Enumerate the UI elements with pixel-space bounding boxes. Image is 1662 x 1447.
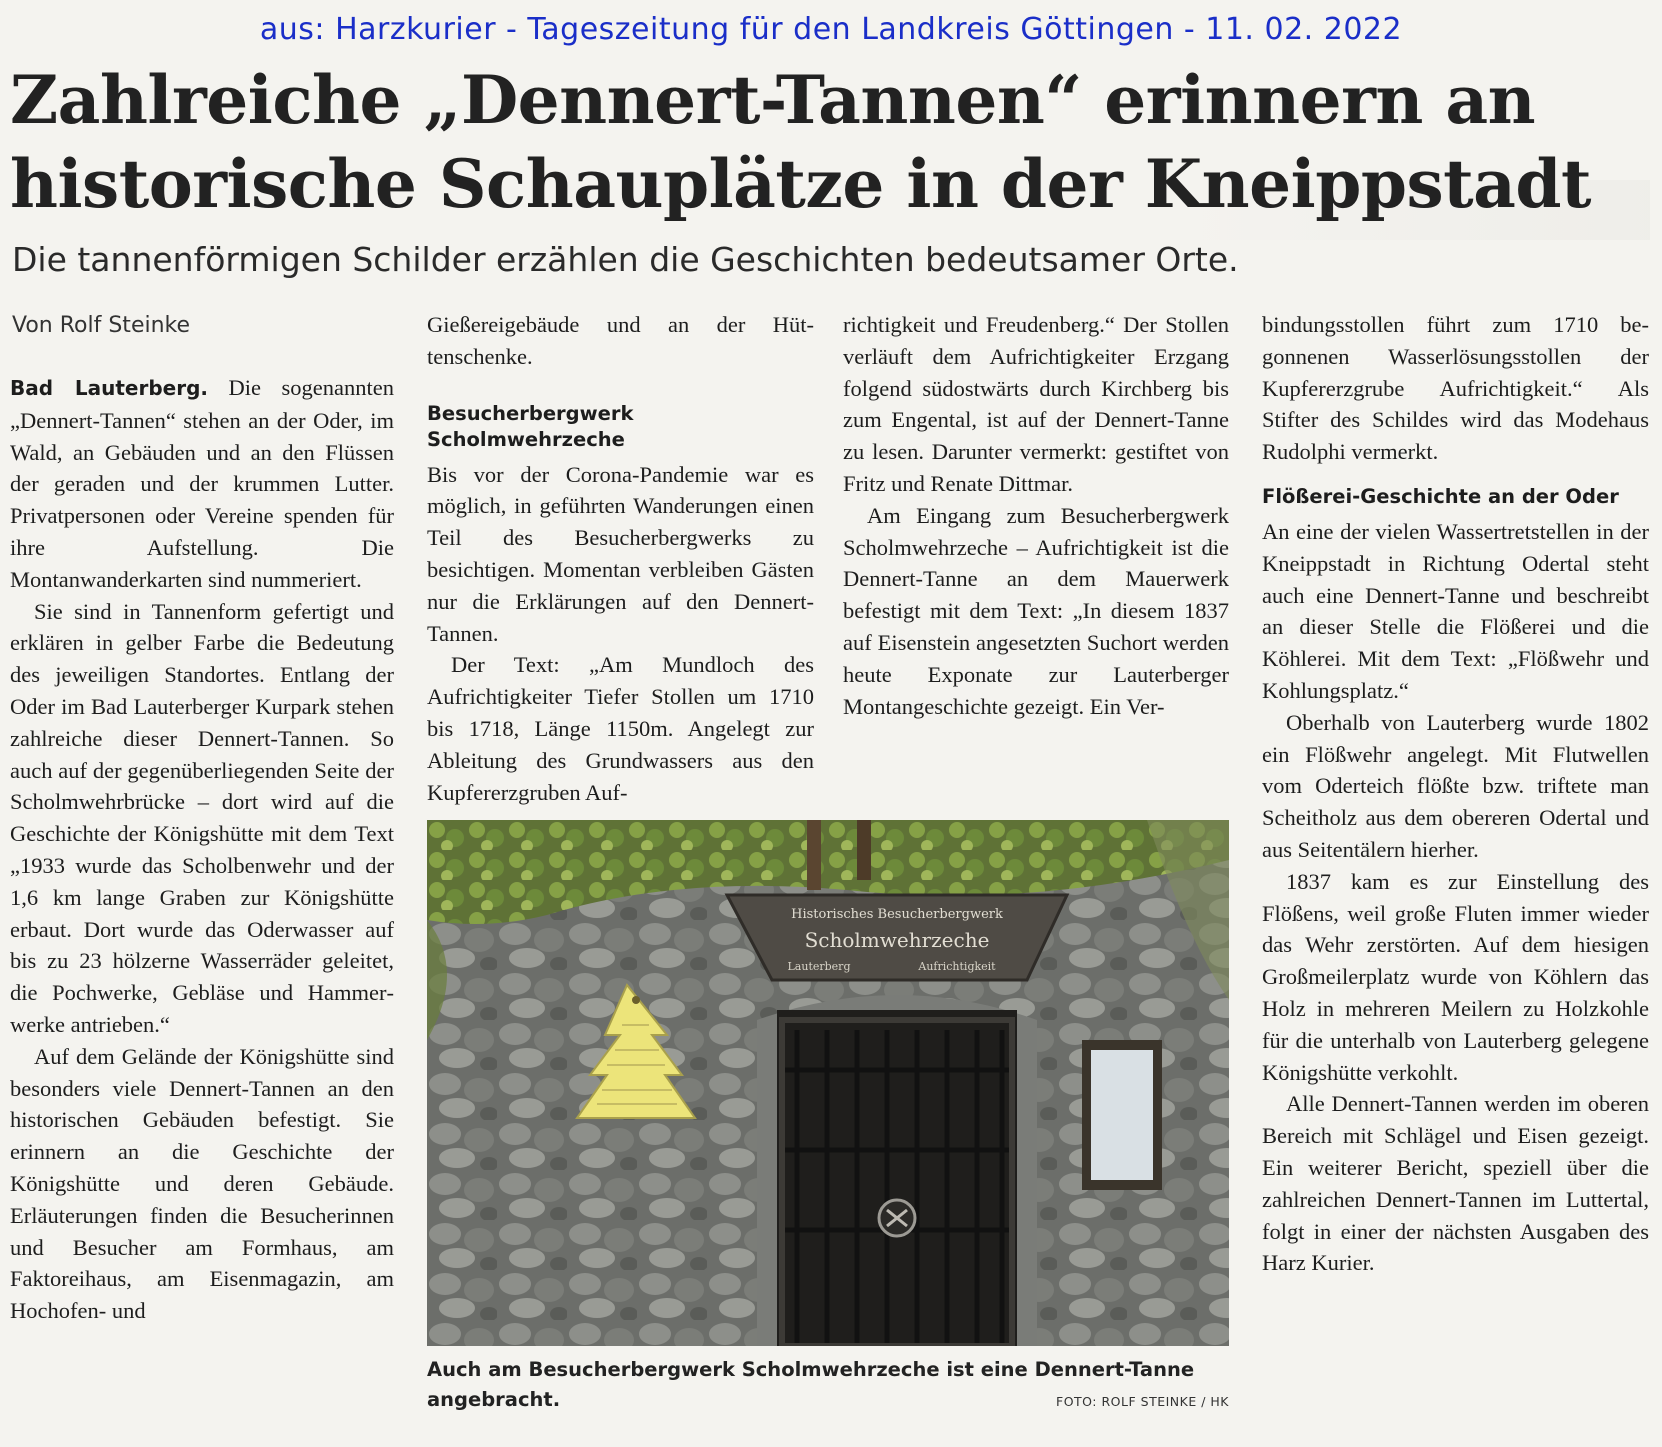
section-heading: Flößerei-Geschichte an der Oder [1262,484,1619,508]
byline: Von Rolf Steinke [12,313,191,338]
paragraph: Oberhalb von Lauterberg wurde 1802 ein Flößwehr angelegt. Mit Flutwellen vom Oderteich flößte bzw. triftete man Scheitholz aus dem obereren Odertal und aus Seitentälern hierher. [1262,709,1649,862]
article-column-1 [10,372,394,1327]
paragraph: Sie sind in Tannenform gefertigt und erklären in gelber Farbe die Bedeutung des jeweiligen Standortes. Entlang der Oder im Bad Lauterberger Kurpark stehen zahlreiche dieser Dennert-Tannen. So auch auf der gegenüberliegenden Seite der Scholmwehrbrücke – dort wird auf die Geschichte der Königshütte mit dem Text „1933 wurde das Scholbenwehr und der 1,6 km lange Graben zur Königshütte erbaut. Dort wurde das Oderwasser auf bis zu 23 hölzerne Wasserräder geleitet, die Pochwerke, Gebläse und Hammerwerke antrieben.“ [10,598,394,1037]
article-column-2 [427,309,814,808]
paragraph: Am Eingang zum Besucherbergwerk Scholmwehrzeche – Aufrichtigkeit ist die Dennert-Tanne an dem Mauerwerk befestigt mit dem Text: „In diesem 1837 auf Eisenstein angesetzten Suchort werden heute Exponate zur Lauterberger Montangeschichte gezeigt. Ein Ver- [843,502,1229,719]
headline-line-1: Zahlreiche „Dennert-Tannen“ erinnern an [10,61,1536,139]
mine-entrance-illustration [427,820,1229,1346]
paragraph: Alle Dennert-Tannen werden im oberen Bereich mit Schlägel und Eisen gezeigt. Ein weiterer Bericht, speziell über die zahlreichen Dennert-Tannen im Luttertal, folgt in einer der nächsten Ausgaben des Harz Kurier. [1262,1091,1649,1276]
headline [10,58,1650,226]
paragraph: Bis vor der Corona-Pandemie war es möglich, in geführten Wanderungen einen Teil des Besucherbergwerks zu besichtigen. Momentan verbleiben Gästen nur die Erklärungen auf den Dennert-Tannen. [427,461,814,646]
sign-text-bottom-left: Lauterberg [787,960,851,973]
entrance-opening [777,1010,1017,1346]
paragraph: richtigkeit und Freudenberg.“ Der Stollen verläuft dem Aufrichtigkeiter Erzgang folgend südostwärts durch Kirchberg bis zum Engental, ist auf der Dennert-Tanne zu lesen. Darunter vermerkt: gestiftet von Fritz und Renate Dittmar. [843,312,1229,496]
sign-text-bottom-right: Aufrichtigkeit [918,960,996,973]
paragraph: Auf dem Gelände der Königshütte sind besonders viele Dennert-Tannen an den historischen Gebäuden befestigt. Sie erinnern an die Geschichte der Königshütte und deren Gebäude. Erläuterungen finden die Besucherinnen und Besucher am Formhaus, am Faktoreihaus, am Eisenmagazin, am Hochofen- und [10,1043,394,1324]
timber-post [857,820,871,880]
section-heading: Besucherbergwerk Scholmwehrzeche [427,401,634,451]
article-column-4 [1262,309,1649,1279]
paragraph: Der Text: „Am Mundloch des Aufrichtigkeiter Tiefer Stollen um 1710 bis 1718, Länge 1150m. Angelegt zur Ableitung des Grundwassers aus den Kupfererzgruben Auf- [427,652,814,805]
paragraph [10,372,394,596]
subheadline: Die tannenförmigen Schilder erzählen die Geschichten bedeutsamer Orte. [12,240,1239,279]
tree-sign-emblem [632,996,640,1004]
headline-line-2: historische Schauplätze in der Kneippstadt [10,145,1592,223]
dateline: Bad Lauterberg. [10,376,209,400]
paragraph: bindungsstollen führt zum 1710 begonnenen Wasserlösungsstollen der Kupfererzgrube Aufrichtigkeit.“ Als Stifter des Schildes wird das Modehaus Rudolphi vermerkt. [1262,312,1649,465]
paragraph: Gießereigebäude und an der Hüttenschenke. [427,312,814,369]
photo-credit: FOTO: ROLF STEINKE / HK [1056,1394,1229,1409]
photo-caption: Auch am Besucherbergwerk Scholmwehrzeche ist eine Dennert-Tanne angebracht. [427,1358,1195,1411]
timber-post [807,820,821,890]
paragraph: An eine der vielen Wassertretstellen in der Kneippstadt in Richtung Odertal steht auch eine Dennert-Tanne und beschreibt an dieser Stelle die Flößerei und die Köhlerei. Mit dem Text: „Flößwehr und Kohlungsplatz.“ [1262,518,1649,703]
paragraph-text: Die sogenannten „Dennert-Tannen“ stehen an der Oder, im Wald, an Gebäuden und an den Flüssen der geraden und der krummen Lutter. Privatpersonen oder Vereine spenden für ihre Aufstellung. Die Montanwanderkarten sind nummeriert. [10,375,394,592]
article-photo [427,820,1229,1346]
paragraph: 1837 kam es zur Einstellung des Flößens, weil große Fluten immer wieder das Wehr zerstörten. Auf dem hiesigen Großmeilerplatz wurde von Köhlern das Holz in mehreren Meilern zu Holzkohle für die unterhalb von Lauterberg gelegene Königshütte verkohlt. [1262,868,1649,1085]
sign-text-top: Historisches Besucherbergwerk [791,907,1003,922]
info-box-panel [1091,1050,1153,1180]
sign-text-main: Scholmwehrzeche [804,928,990,952]
source-line: aus: Harzkurier - Tageszeitung für den Landkreis Göttingen - 11. 02. 2022 [259,12,1403,47]
article-column-3 [843,309,1229,722]
